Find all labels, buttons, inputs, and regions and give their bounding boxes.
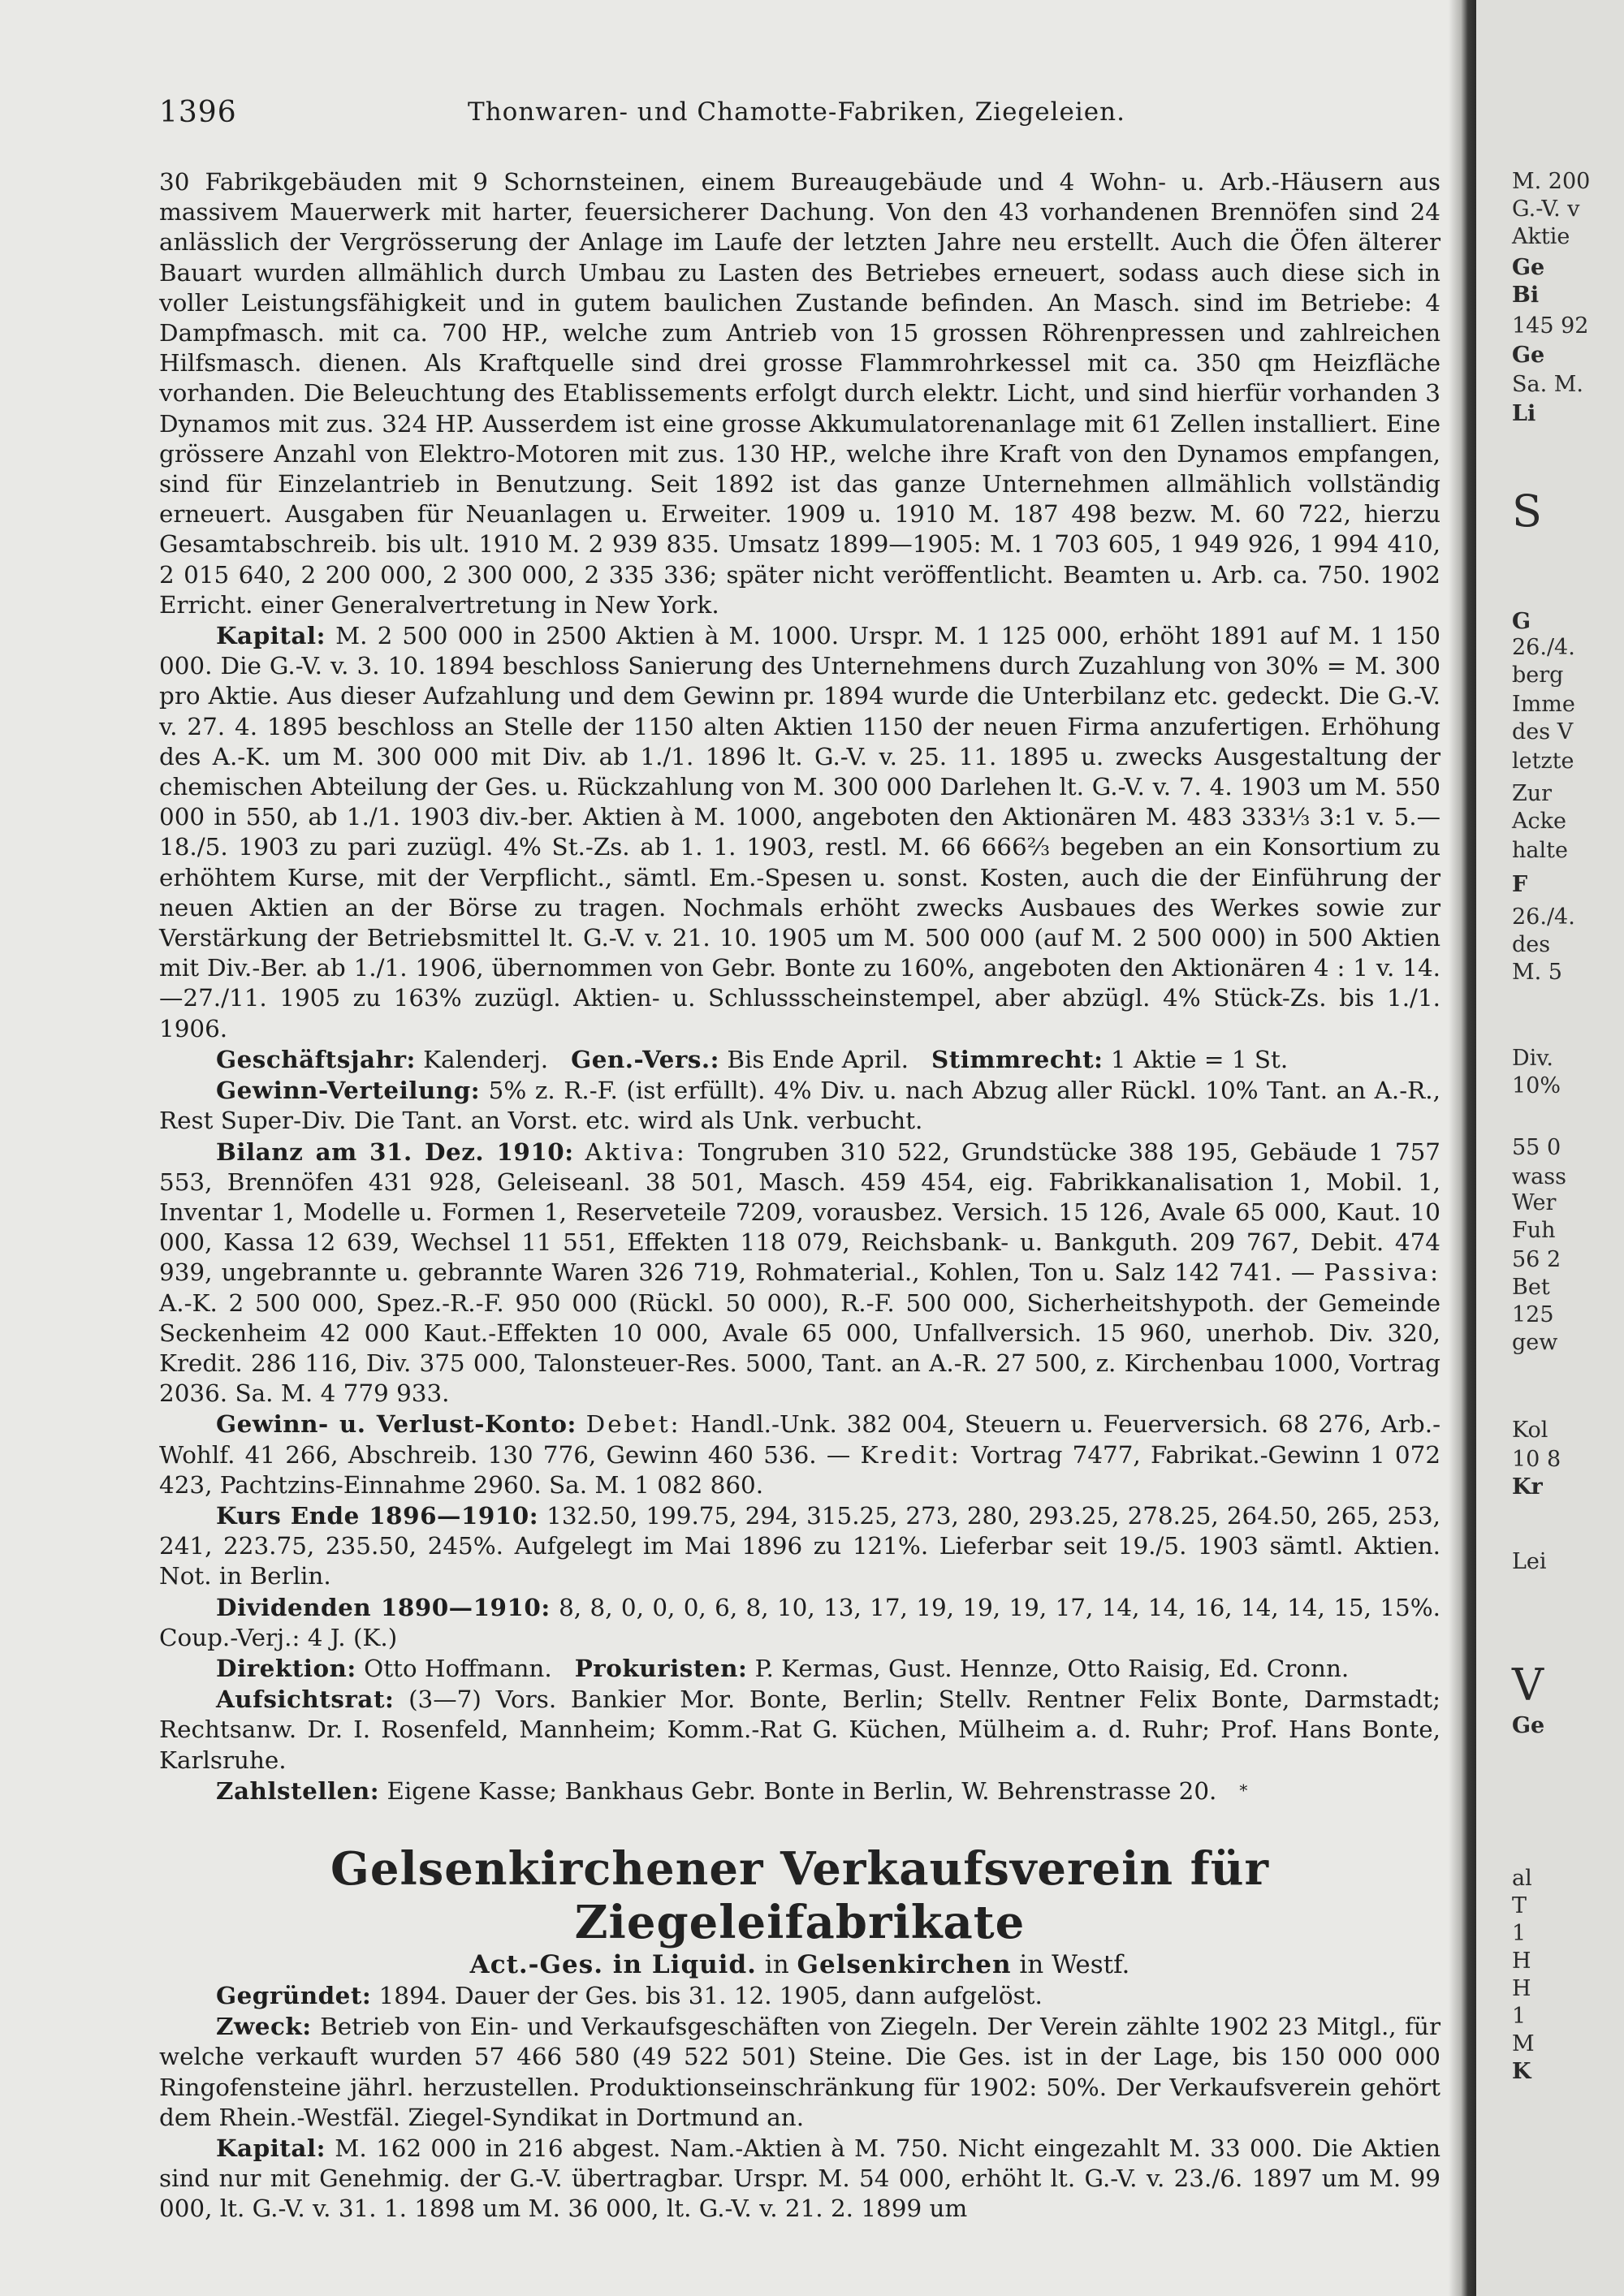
adjacent-page-fragment: [1476, 0, 1624, 2296]
adjacent-page-text: Li: [1512, 401, 1536, 426]
adjacent-page-text: gew: [1512, 1330, 1558, 1355]
adjacent-page-text: letzte: [1512, 749, 1574, 774]
adjacent-page-text: 56 2: [1512, 1247, 1561, 1272]
adjacent-page-text: H: [1512, 1976, 1531, 2001]
entry1-geschaeftsjahr: [159, 1044, 1440, 1075]
adjacent-page-text: Div.: [1512, 1046, 1553, 1071]
geschaeftsjahr-text: Kalenderj.: [423, 1045, 549, 1073]
entry1-description: 30 Fabrikgebäuden mit 9 Schornsteinen, einem Bureaugebäude und 4 Wohn- u. Arb.-Häusern aus massivem Mauerwerk mit harter, feuersicherer Dachung. Von den 43 vorhandenen Brennöfen sind 24 anlässlich der Vergrösserung der Anlage im Laufe der letzten Jahre neu erstellt. Auch die Öfen älterer Bauart wurden allmählich durch Umbau zu Lasten des Betriebes erneuert, sodass auch diese sich in voller Leistungsfähigkeit und in gutem baulichen Zustande befinden. An Masch. sind im Betriebe: 4 Dampfmasch. mit ca. 700 HP., welche zum Antrieb von 15 grossen Röhrenpressen und zahlreichen Hilfsmasch. dienen. Als Kraftquelle sind drei grosse Flammrohrkessel mit ca. 350 qm Heizfläche vorhanden. Die Beleuchtung des Etablissements erfolgt durch elektr. Licht, und sind hierfür vorhanden 3 Dynamos mit zus. 324 HP. Ausserdem ist eine grosse Akkumulatorenanlage mit 61 Zellen installiert. Eine grössere Anzahl von Elektro-Motoren mit zus. 130 HP., welche ihre Kraft von den Dynamos empfangen, sind für Einzelantrieb in Benutzung. Seit 1892 ist das ganze Unternehmen allmählich vollständig erneuert. Ausgaben für Neuanlagen u. Erweiter. 1909 u. 1910 M. 187 498 bezw. M. 60 722, hierzu Gesamtabschreib. bis ult. 1910 M. 2 939 835. Umsatz 1899—1905: M. 1 703 605, 1 949 926, 1 994 410, 2 015 640, 2 200 000, 2 300 000, 2 335 336; später nicht veröffentlicht. Beamten u. Arb. ca. 750. 1902 Erricht. einer Generalvertretung in New York.: [159, 168, 1440, 619]
main-column: [159, 167, 1440, 2225]
adjacent-page-text: Ge: [1512, 255, 1545, 280]
entry1-direktion: [159, 1653, 1440, 1684]
company-subtitle: [159, 1949, 1440, 1980]
adjacent-page-text: 145 92: [1512, 313, 1589, 339]
entry1-gewinn-verlust: [159, 1409, 1440, 1500]
bilanz-aktiva: Tongruben 310 522, Grundstücke 388 195, Gebäude 1 757 553, Brennöfen 431 928, Geleiseanl. 38 501, Masch. 459 454, eig. Fabrikkanalisation 1, Mobil. 1, Inventar 1, Modelle u. Formen 1, Reserveteile 7209, vorausbez. Versich. 15 126, Avale 65 000, Kaut. 10 000, Kassa 12 639, Wechsel 11 551, Effekten 118 079, Reichsbank- u. Bankguth. 209 767, Debit. 474 939, ungebrannte u. gebrannte Waren 326 719, Rohmaterial., Kohlen, Ton u. Salz 142 741. —: [159, 1137, 1441, 1287]
entry1-gewinn-verteilung: [159, 1075, 1440, 1136]
adjacent-page-text: Wer: [1512, 1190, 1557, 1215]
kapital-text: M. 2 500 000 in 2500 Aktien à M. 1000. Urspr. M. 1 125 000, erhöht 1891 auf M. 1 150 000. Die G.-V. v. 3. 10. 1894 beschloss Sanierung des Unternehmens durch Zuzahlung von 30% = M. 300 pro Aktie. Aus dieser Aufzahlung und dem Gewinn pr. 1894 wurde die Unterbilanz etc. gedeckt. Die G.-V. v. 27. 4. 1895 beschloss an Stelle der 1150 alten Aktien 1150 der neuen Firma anzufertigen. Erhöhung des A.-K. um M. 300 000 mit Div. ab 1./1. 1896 lt. G.-V. v. 25. 11. 1895 u. zwecks Ausgestaltung der chemischen Abteilung der Ges. u. Rückzahlung von M. 300 000 Darlehen lt. G.-V. v. 7. 4. 1903 um M. 550 000 in 550, ab 1./1. 1903 div.-ber. Aktien à M. 1000, angeboten den Aktionären M. 483 333⅓ 3:1 v. 5.—18./5. 1903 zu pari zuzügl. 4% St.-Zs. ab 1. 1. 1903, restl. M. 66 666⅔ begeben an ein Konsortium zu erhöhtem Kurse, mit der Verpflicht., sämtl. Em.-Spesen u. sonst. Kosten, auch die der Einführung der neuen Aktien an der Börse zu tragen. Nochmals erhöht zwecks Ausbaues des Werkes sowie zur Verstärkung der Betriebsmittel lt. G.-V. v. 21. 10. 1905 um M. 500 000 (auf M. 2 500 000) in 500 Aktien mit Div.-Ber. ab 1./1. 1906, übernommen von Gebr. Bonte zu 160%, angeboten den Aktionären 4 : 1 v. 14.—27./11. 1905 zu 163% zuzügl. Aktien- u. Schlussscheinstempel, aber abzügl. 4% Stück-Zs. bis 1./1. 1906.: [159, 622, 1441, 1042]
adjacent-page-text: M: [1512, 2031, 1535, 2056]
gewinn-verlust-label: Gewinn- u. Verlust-Konto:: [216, 1409, 577, 1439]
debet-word: Debet:: [585, 1410, 681, 1439]
page-gutter: [1449, 0, 1476, 2296]
kredit-word: Kredit:: [860, 1440, 961, 1469]
zahlstellen-label: Zahlstellen:: [216, 1776, 380, 1805]
adjacent-page-text: V: [1512, 1659, 1544, 1711]
entry2-zweck: [159, 2011, 1440, 2133]
gen-vers-label: Gen.-Vers.:: [571, 1044, 719, 1073]
adjacent-page-text: halte: [1512, 838, 1568, 863]
company-sub-in: in: [764, 1949, 789, 1979]
adjacent-page-text: G.-V. v: [1512, 196, 1580, 222]
adjacent-page-text: Imme: [1512, 692, 1575, 717]
adjacent-page-text: 10 8: [1512, 1447, 1561, 1472]
direktion-text: Otto Hoffmann.: [364, 1654, 552, 1682]
adjacent-page-text: H: [1512, 1949, 1531, 1974]
company-legal-form: Act.-Ges. in Liquid.: [469, 1949, 757, 1979]
zahlstellen-text: Eigene Kasse; Bankhaus Gebr. Bonte in Berlin, W. Behrenstrasse 20.: [387, 1776, 1217, 1805]
entry1-kurs: [159, 1500, 1440, 1592]
adjacent-page-text: 1: [1512, 1921, 1527, 1946]
entry1-bilanz: [159, 1137, 1440, 1409]
footnote-star: *: [1239, 1780, 1248, 1800]
prokuristen-label: Prokuristen:: [574, 1653, 748, 1682]
adjacent-page-text: F: [1512, 872, 1528, 897]
adjacent-page-text: S: [1512, 486, 1542, 537]
company-title: Gelsenkirchener Verkaufsverein für Ziegeleifabrikate: [330, 1841, 1269, 1949]
entry2-gegruendet: [159, 1980, 1440, 2011]
stimmrecht-text: 1 Aktie = 1 St.: [1110, 1045, 1289, 1073]
aufsichtsrat-text: (3—7) Vors. Bankier Mor. Bonte, Berlin; Stellv. Rentner Felix Bonte, Darmstadt; Rechtsanw. Dr. I. Rosenfeld, Mannheim; Komm.-Rat G. Küchen, Mülheim a. d. Ruhr; Prof. Hans Bonte, Karlsruhe.: [159, 1685, 1441, 1774]
adjacent-page-text: Sa. M.: [1512, 372, 1583, 397]
adjacent-page-text: K: [1512, 2059, 1531, 2084]
zweck-text: Betrieb von Ein- und Verkaufsgeschäften von Ziegeln. Der Verein zählte 1902 23 Mitgl., für welche verkauft wurden 57 466 580 (49 522 501) Steine. Die Ges. ist in der Lage, bis 150 000 000 Ringofensteine jährl. herzustellen. Produktionseinschränkung für 1902: 50%. Der Verkaufsverein gehört dem Rhein.-Westfäl. Ziegel-Syndikat in Dortmund an.: [159, 2013, 1440, 2131]
adjacent-page-text: des V: [1512, 719, 1574, 744]
company-city: Gelsenkirchen: [797, 1949, 1012, 1979]
adjacent-page-text: Kr: [1512, 1474, 1543, 1500]
dividenden-label: Dividenden 1890—1910:: [216, 1592, 551, 1621]
gewinn-verteilung-label: Gewinn-Verteilung:: [216, 1076, 481, 1105]
adjacent-page-text: wass: [1512, 1164, 1566, 1189]
adjacent-page-text: 26./4.: [1512, 635, 1575, 660]
entry1-zahlstellen: [159, 1776, 1440, 1806]
adjacent-page-text: Ge: [1512, 343, 1545, 368]
adjacent-page-text: Fuh: [1512, 1218, 1556, 1243]
adjacent-page-text: 26./4.: [1512, 904, 1575, 930]
entry2-kapital-text: M. 162 000 in 216 abgest. Nam.-Aktien à M. 750. Nicht eingezahlt M. 33 000. Die Aktien sind nur mit Genehmig. der G.-V. übertragbar. Urspr. M. 54 000, erhöht lt. G.-V. v. 23./6. 1897 um M. 99 000, lt. G.-V. v. 31. 1. 1898 um M. 36 000, lt. G.-V. v. 21. 2. 1899 um: [159, 2134, 1440, 2223]
adjacent-page-text: des: [1512, 932, 1551, 957]
adjacent-page-text: al: [1512, 1866, 1532, 1891]
kurs-text: 132.50, 199.75, 294, 315.25, 273, 280, 293.25, 278.25, 264.50, 265, 253, 241, 223.75, 235.50, 245%. Aufgelegt im Mai 1896 zu 121%. Lieferbar seit 19./5. 1903 sämtl. Aktien. Not. in Berlin.: [159, 1501, 1440, 1590]
adjacent-page-text: M. 200: [1512, 169, 1591, 194]
page-number: 1396: [159, 96, 237, 129]
page-header: [159, 96, 1434, 128]
adjacent-page-text: Kol: [1512, 1418, 1548, 1443]
adjacent-page-text: Aktie: [1512, 224, 1570, 249]
aktiva-word: Aktiva:: [585, 1137, 687, 1166]
geschaeftsjahr-label: Geschäftsjahr:: [216, 1044, 416, 1073]
gewinn-verteilung-text: 5% z. R.-F. (ist erfüllt). 4% Div. u. nach Abzug aller Rückl. 10% Tant. an A.-R., Rest Super-Div. Die Tant. an Vorst. etc. wird als Unk. verbucht.: [159, 1077, 1440, 1135]
zweck-label: Zweck:: [216, 2012, 312, 2041]
adjacent-page-text: G: [1512, 609, 1531, 634]
adjacent-page-text: Acke: [1512, 809, 1566, 834]
gegruendet-label: Gegründet:: [216, 1980, 372, 2009]
adjacent-page-text: 125: [1512, 1302, 1554, 1327]
passiva-word: Passiva:: [1324, 1258, 1440, 1287]
adjacent-page-text: Bi: [1512, 283, 1540, 308]
adjacent-page-text: Ge: [1512, 1713, 1545, 1738]
guv-kredit: Vortrag 7477, Fabrikat.-Gewinn 1 072 423, Pachtzins-Einnahme 2960. Sa. M. 1 082 860.: [159, 1440, 1441, 1499]
gen-vers-text: Bis Ende April.: [727, 1045, 909, 1073]
entry1-dividenden: [159, 1592, 1440, 1653]
bilanz-label: Bilanz am 31. Dez. 1910:: [216, 1137, 574, 1166]
adjacent-page-text: M. 5: [1512, 960, 1562, 985]
adjacent-page-text: Zur: [1512, 781, 1553, 806]
running-title: Thonwaren- und Chamotte-Fabriken, Ziegeleien.: [468, 97, 1125, 127]
direktion-label: Direktion:: [216, 1653, 356, 1682]
adjacent-page-text: 10%: [1512, 1073, 1561, 1098]
adjacent-page-text: 1: [1512, 2004, 1527, 2029]
guv-debet: Handl.-Unk. 382 004, Steuern u. Feuerversich. 68 276, Arb.-Wohlf. 41 266, Abschreib. 130 776, Gewinn 460 536. —: [159, 1410, 1440, 1469]
adjacent-page-text: T: [1512, 1893, 1527, 1918]
adjacent-page-text: Lei: [1512, 1549, 1547, 1574]
gegruendet-text: 1894. Dauer der Ges. bis 31. 12. 1905, dann aufgelöst.: [378, 1981, 1043, 2009]
adjacent-page-text: Bet: [1512, 1275, 1550, 1300]
entry2-kapital-label: Kapital:: [216, 2133, 326, 2162]
entry1-kapital: [159, 620, 1440, 1044]
kurs-label: Kurs Ende 1896—1910:: [216, 1500, 539, 1530]
bilanz-passiva: A.-K. 2 500 000, Spez.-R.-F. 950 000 (Rückl. 50 000), R.-F. 500 000, Sicherheitshypoth. der Gemeinde Seckenheim 42 000 Kaut.-Effekten 10 000, Avale 65 000, Unfallversich. 15 960, unerhob. Div. 320, Kredit. 286 116, Div. 375 000, Talonsteuer-Res. 5000, Tant. an A.-R. 27 500, z. Kirchenbau 1000, Vortrag 2036. Sa. M. 4 779 933.: [159, 1288, 1440, 1408]
entry1-aufsichtsrat: [159, 1684, 1440, 1776]
dividenden-text: 8, 8, 0, 0, 0, 6, 8, 10, 13, 17, 19, 19, 19, 17, 14, 14, 16, 14, 14, 15, 15%. Coup.-Verj.: 4 J. (K.): [159, 1593, 1440, 1651]
aufsichtsrat-label: Aufsichtsrat:: [216, 1685, 395, 1714]
adjacent-page-text: 55 0: [1512, 1135, 1561, 1160]
prokuristen-text: P. Kermas, Gust. Hennze, Otto Raisig, Ed. Cronn.: [754, 1654, 1350, 1682]
stimmrecht-label: Stimmrecht:: [931, 1044, 1104, 1073]
entry2-kapital: [159, 2133, 1440, 2225]
company-region: in Westf.: [1019, 1949, 1130, 1979]
kapital-label: Kapital:: [216, 621, 326, 650]
adjacent-page-text: berg: [1512, 662, 1564, 688]
